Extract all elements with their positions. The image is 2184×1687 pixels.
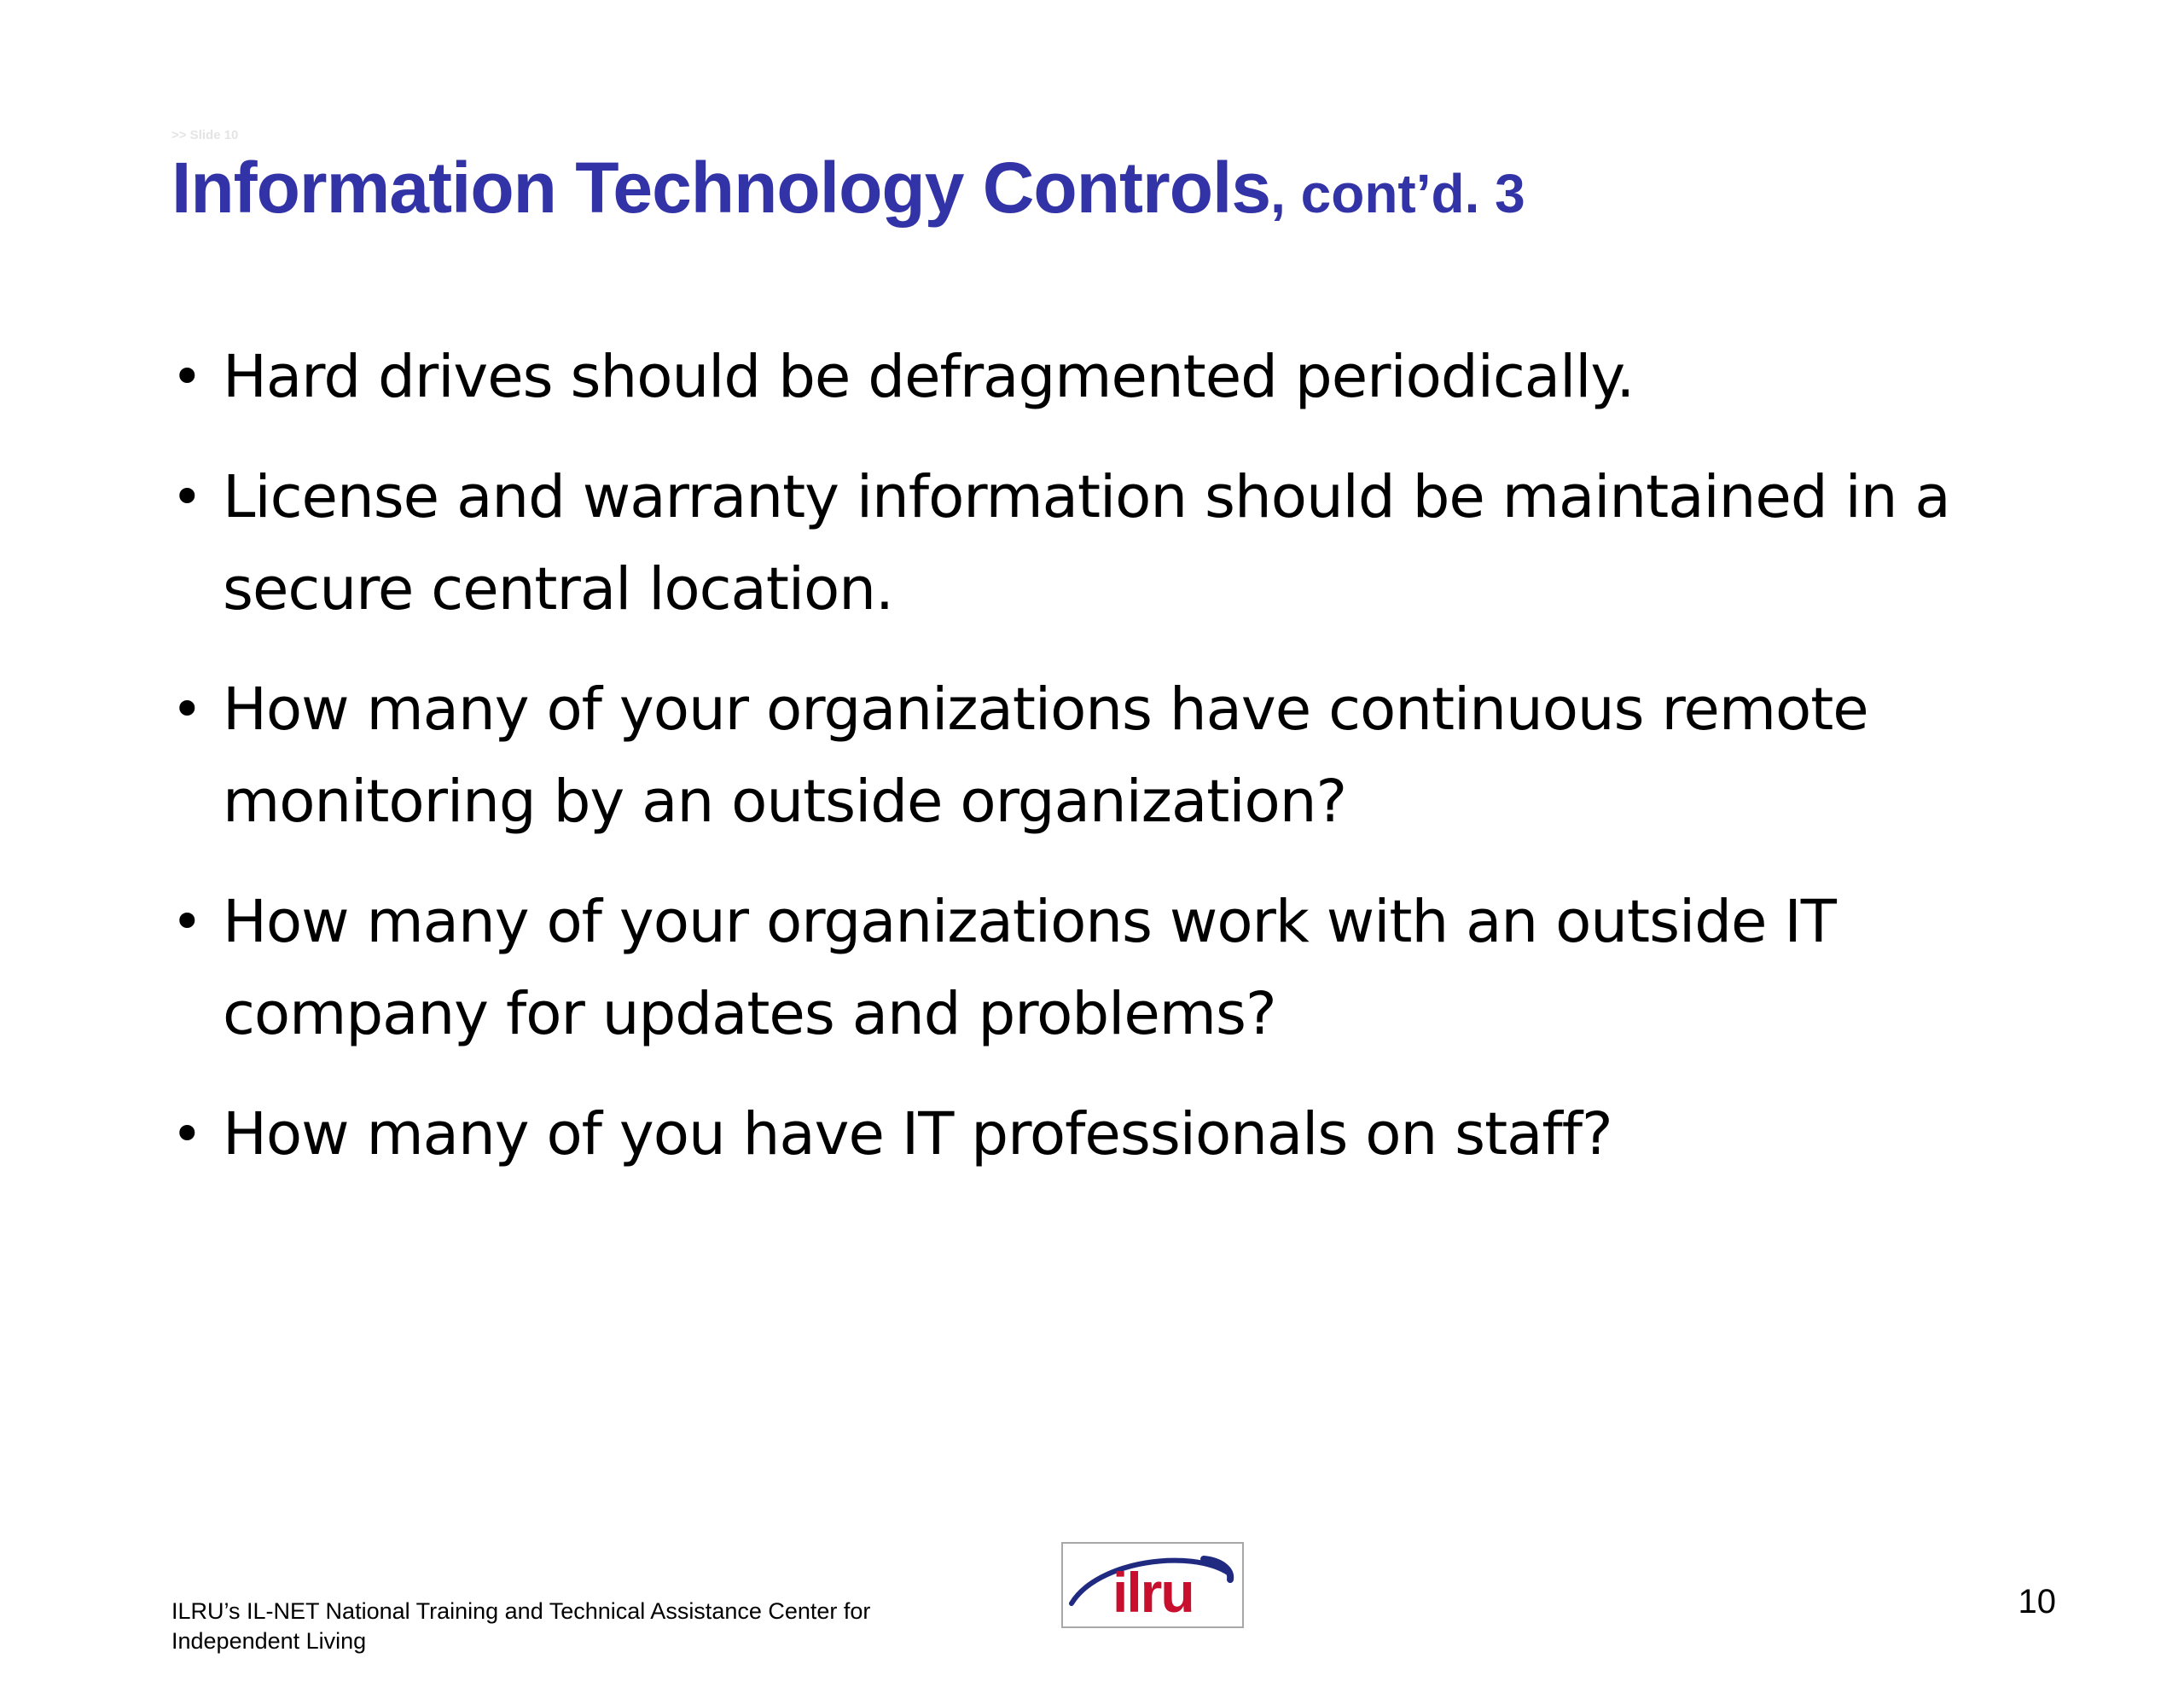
bullet-item xyxy=(171,451,2082,635)
bullet-text: License and warranty information should be maintained in a secure central location. xyxy=(223,463,1950,623)
bullet-text: How many of you have IT professionals on staff? xyxy=(223,1100,1612,1168)
slide-title xyxy=(171,148,1525,228)
bullet-icon: • xyxy=(171,890,202,953)
bullet-text: How many of your organizations work with an outside IT company for updates and problems? xyxy=(223,888,1836,1048)
bullet-item xyxy=(171,664,2082,848)
bullet-icon: • xyxy=(171,1103,202,1165)
footer-org-text: ILRU’s IL-NET National Training and Technical Assistance Center for Independent Living xyxy=(171,1598,871,1654)
bullet-item xyxy=(171,331,2082,423)
bullet-item xyxy=(171,876,2082,1060)
bullet-text: Hard drives should be defragmented periodically. xyxy=(223,343,1635,411)
page-number: 10 xyxy=(2018,1583,2056,1620)
bullet-icon: • xyxy=(171,345,202,408)
bullet-text: How many of your organizations have continuous remote monitoring by an outside organization? xyxy=(223,675,1868,836)
logo-text: ilru xyxy=(1112,1561,1194,1624)
bullet-list xyxy=(171,331,2082,1209)
bullet-icon: • xyxy=(171,466,202,528)
ilru-logo xyxy=(1061,1542,1244,1628)
title-subtitle: , cont’d. 3 xyxy=(1270,163,1525,224)
slide-tag: >> Slide 10 xyxy=(171,128,239,142)
bullet-icon: • xyxy=(171,678,202,740)
bullet-item xyxy=(171,1088,2082,1180)
title-main: Information Technology Controls xyxy=(171,148,1271,228)
